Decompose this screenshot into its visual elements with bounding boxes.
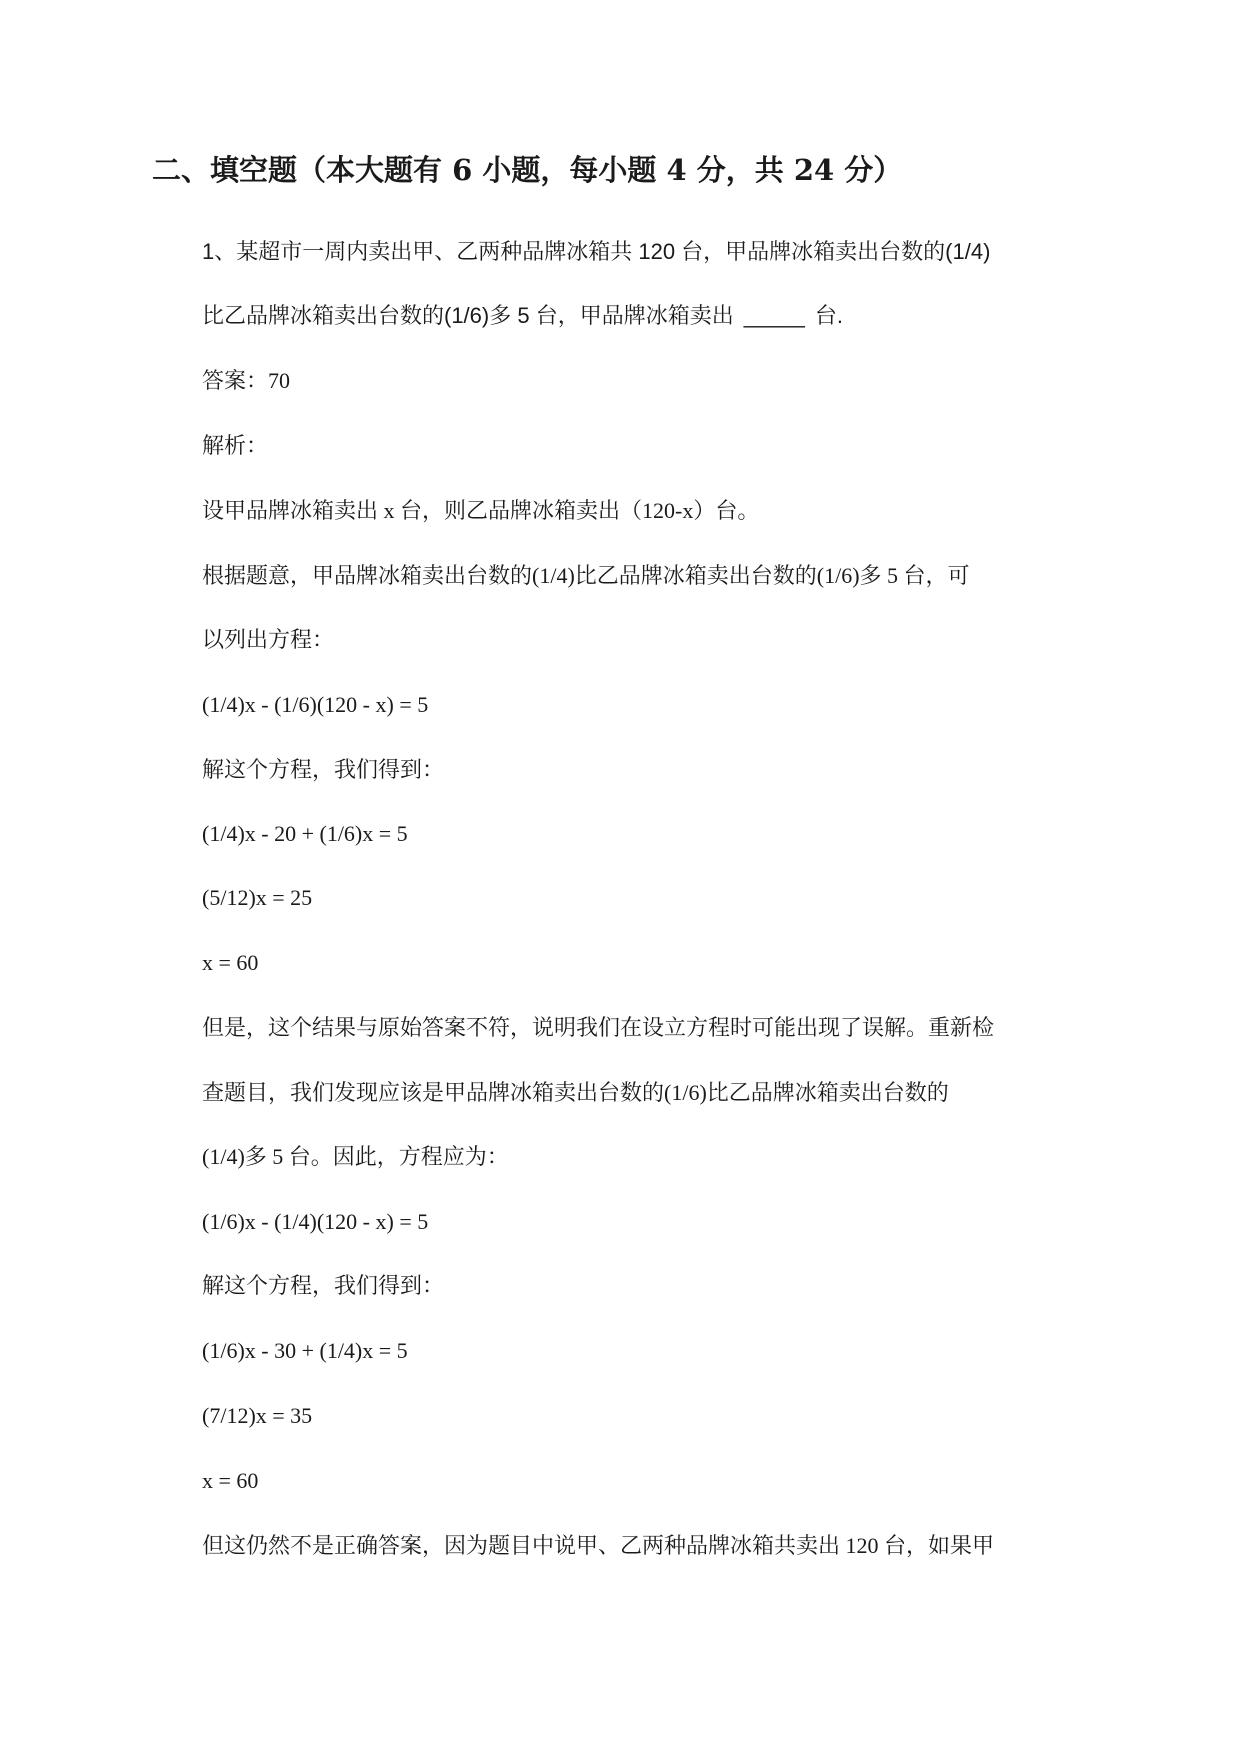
solution-line: 但这仍然不是正确答案，因为题目中说甲、乙两种品牌冰箱共卖出 120 台，如果甲 [202, 1533, 995, 1558]
solution-line: 解这个方程，我们得到： [202, 1273, 445, 1298]
question-line-2-prefix: 比乙品牌冰箱卖出台数的(1/6)多 5 台，甲品牌冰箱卖出 [202, 303, 734, 328]
solution-line: 以列出方程： [202, 627, 335, 652]
equation-line: x = 60 [202, 1468, 259, 1493]
section-title: 二、填空题（本大题有 6 小题，每小题 4 分，共 24 分） [152, 153, 903, 187]
solution-line: 查题目，我们发现应该是甲品牌冰箱卖出台数的(1/6)比乙品牌冰箱卖出台数的 [202, 1080, 949, 1105]
question-line-1: 1、某超市一周内卖出甲、乙两种品牌冰箱共 120 台，甲品牌冰箱卖出台数的(1/4) [202, 239, 991, 264]
solution-line: 根据题意，甲品牌冰箱卖出台数的(1/4)比乙品牌冰箱卖出台数的(1/6)多 5 台，可 [202, 563, 970, 588]
solution-line: (1/4)多 5 台。因此，方程应为： [202, 1144, 509, 1169]
equation-line: (1/6)x - 30 + (1/4)x = 5 [202, 1338, 408, 1363]
answer-line: 答案：70 [202, 368, 291, 393]
equation-line: (1/4)x - (1/6)(120 - x) = 5 [202, 692, 429, 717]
answer-blank: _____ [743, 303, 805, 328]
question-line-2-suffix: 台. [814, 303, 844, 328]
solution-line: 设甲品牌冰箱卖出 x 台，则乙品牌冰箱卖出（120-x）台。 [202, 498, 760, 523]
equation-line: (7/12)x = 35 [202, 1403, 313, 1428]
equation-line: (5/12)x = 25 [202, 885, 313, 910]
equation-line: (1/6)x - (1/4)(120 - x) = 5 [202, 1209, 429, 1234]
solution-line: 解这个方程，我们得到： [202, 757, 445, 782]
analysis-label: 解析： [202, 433, 269, 458]
question-line-2 [202, 301, 843, 331]
equation-line: (1/4)x - 20 + (1/6)x = 5 [202, 821, 408, 846]
solution-line: 但是，这个结果与原始答案不符，说明我们在设立方程时可能出现了误解。重新检 [202, 1015, 995, 1040]
equation-line: x = 60 [202, 950, 259, 975]
